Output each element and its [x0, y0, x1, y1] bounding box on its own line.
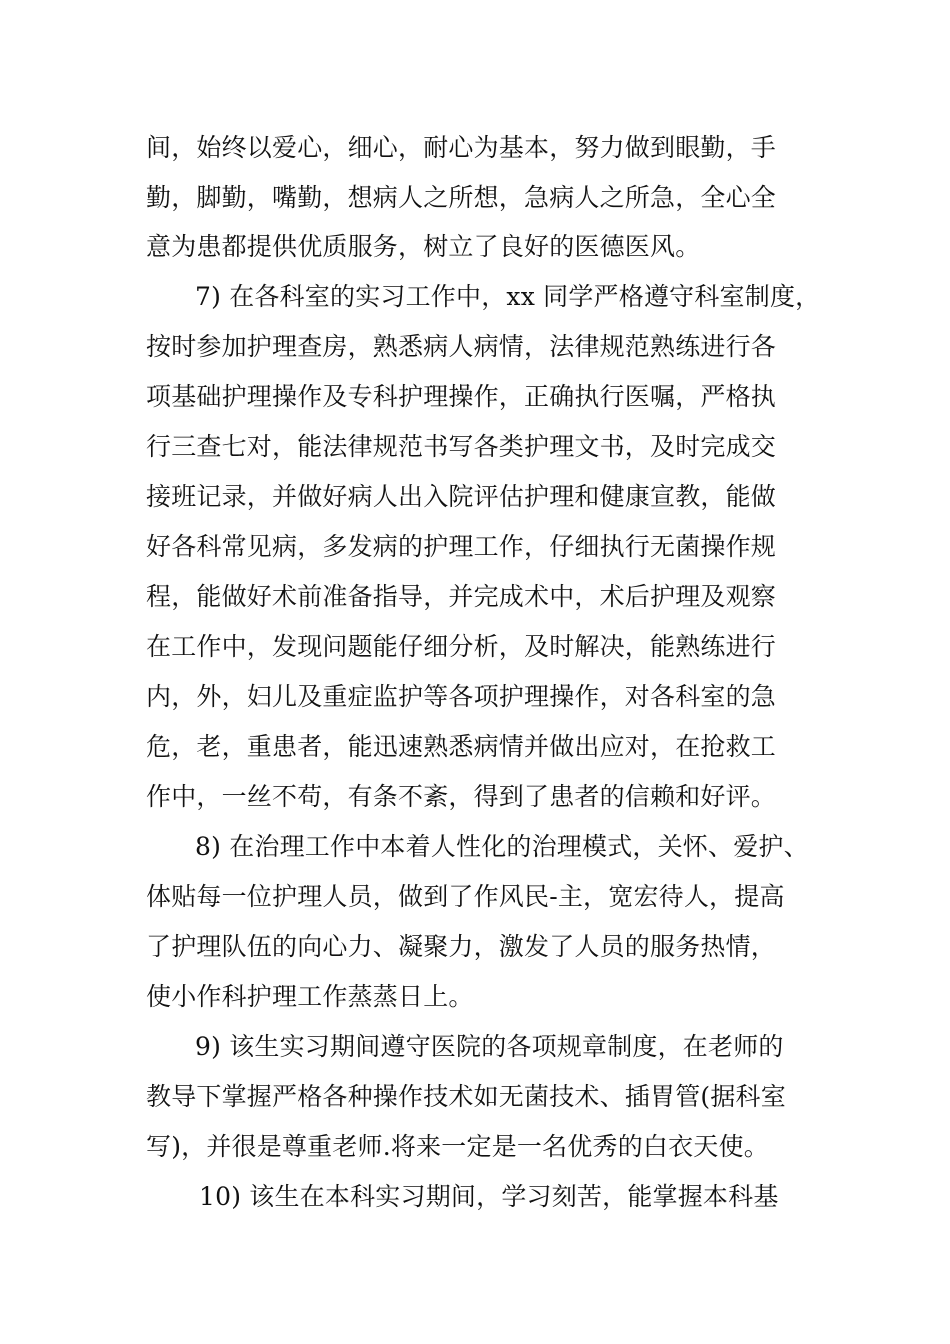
- text-line: 接班记录，并做好病人出入院评估护理和健康宣教，能做: [146, 482, 777, 511]
- text-line: 好各科常见病，多发病的护理工作，仔细执行无菌操作规: [146, 532, 777, 561]
- text-line: 了护理队伍的向心力、凝聚力，激发了人员的服务热情，: [146, 932, 777, 961]
- text-line: 写)，并很是尊重老师.将来一定是一名优秀的白衣天使。: [146, 1132, 769, 1161]
- text-line: 作中，一丝不苟，有条不紊，得到了患者的信赖和好评。: [146, 782, 777, 811]
- text-line: 勤，脚勤，嘴勤，想病人之所想，急病人之所急，全心全: [146, 183, 777, 212]
- text-line: 教导下掌握严格各种操作技术如无菌技术、插胃管(据科室: [146, 1082, 786, 1111]
- text-line: 项基础护理操作及专科护理操作，正确执行医嘱，严格执: [146, 382, 777, 411]
- text-line: 危，老，重患者，能迅速熟悉病情并做出应对，在抢救工: [146, 732, 777, 761]
- text-line: 间，始终以爱心，细心，耐心为基本，努力做到眼勤，手: [146, 133, 777, 162]
- text-line: 9) 该生实习期间遵守医院的各项规章制度，在老师的: [195, 1032, 784, 1061]
- text-line: 体贴每一位护理人员，做到了作风民-主，宽宏待人，提高: [146, 882, 785, 911]
- text-line: 7) 在各科室的实习工作中，xx 同学严格遵守科室制度，: [195, 282, 821, 311]
- text-line: 10) 该生在本科实习期间，学习刻苦，能掌握本科基: [199, 1182, 779, 1211]
- text-line: 按时参加护理查房，熟悉病人病情，法律规范熟练进行各: [146, 332, 777, 361]
- text-line: 使小作科护理工作蒸蒸日上。: [146, 982, 474, 1011]
- text-line: 在工作中，发现问题能仔细分析，及时解决，能熟练进行: [146, 632, 777, 661]
- text-line: 8) 在治理工作中本着人性化的治理模式，关怀、爱护、: [195, 832, 809, 861]
- text-line: 程，能做好术前准备指导，并完成术中，术后护理及观察: [146, 582, 777, 611]
- text-line: 内，外，妇儿及重症监护等各项护理操作，对各科室的急: [146, 682, 777, 711]
- text-line: 行三查七对，能法律规范书写各类护理文书，及时完成交: [146, 432, 777, 461]
- text-line: 意为患都提供优质服务，树立了良好的医德医风。: [146, 232, 701, 261]
